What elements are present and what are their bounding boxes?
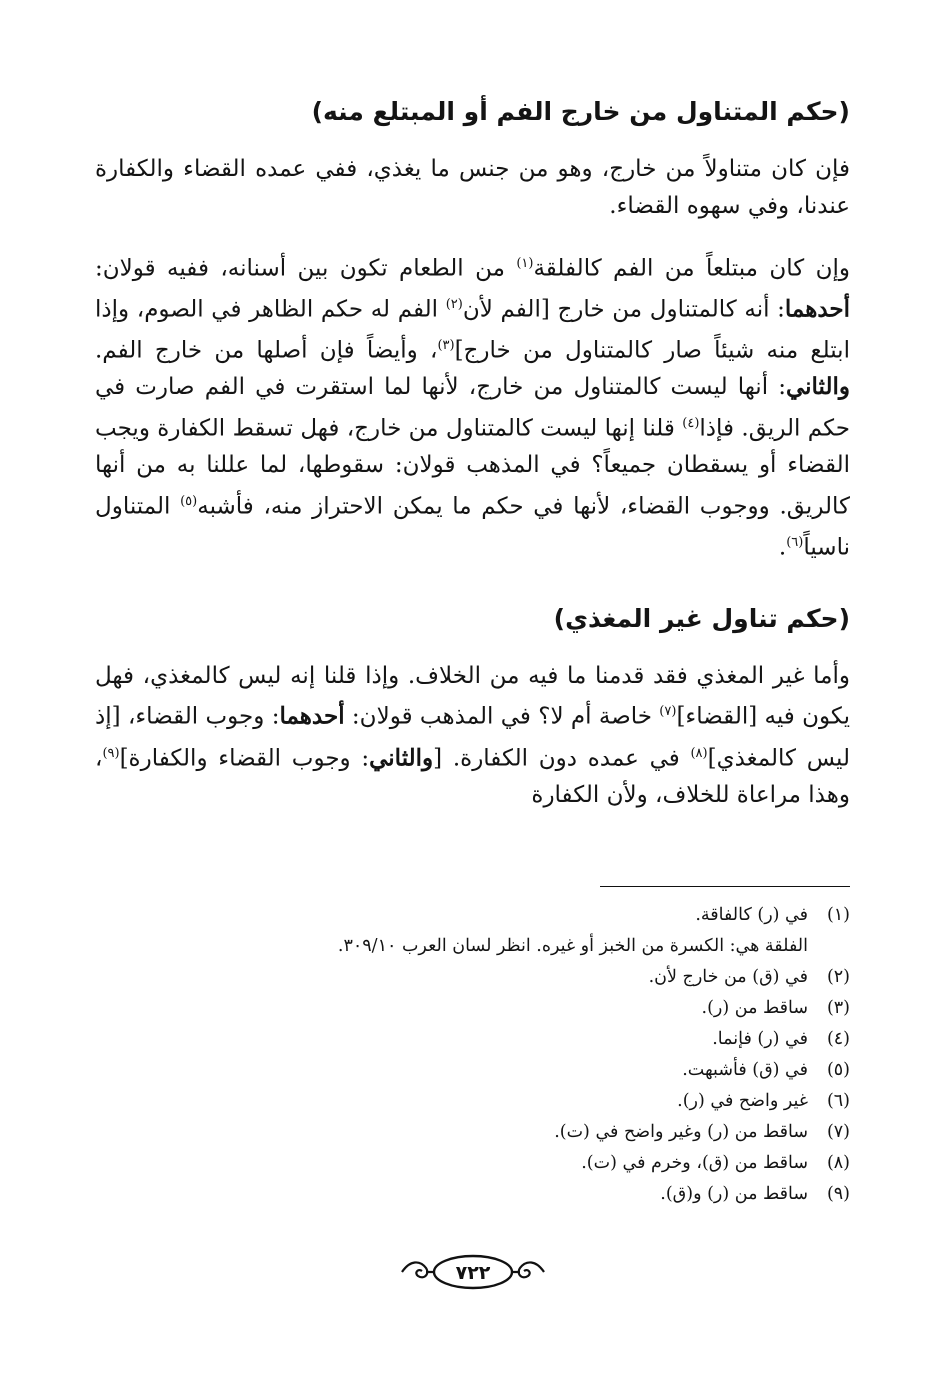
footnote-marker-1[interactable]: (١)	[516, 256, 534, 271]
footnote-marker-2[interactable]: (٢)	[445, 297, 463, 313]
footnote-2: (٢) في (ق) من خارج لأن.	[648, 967, 850, 987]
footnote-marker-7[interactable]: (٧)	[659, 704, 677, 720]
page-number-ornament	[398, 1252, 548, 1292]
footnote-marker-5[interactable]: (٥)	[180, 493, 198, 509]
section-heading-2: (حكم تناول غير المغذي)	[553, 603, 850, 633]
footnote-4: (٤) في (ر) فإنما.	[712, 1029, 850, 1049]
footnote-marker-4[interactable]: (٤)	[682, 415, 700, 431]
footnote-marker-6[interactable]: (٦)	[786, 534, 804, 550]
footnote-9: (٩) ساقط من (ر) و(ق).	[660, 1184, 850, 1204]
footnote-marker-8[interactable]: (٨)	[690, 745, 708, 761]
footnote-marker-3[interactable]: (٣)	[437, 338, 455, 354]
right-flourish-icon	[512, 1262, 544, 1277]
paragraph-3: وأما غير المغذي فقد قدمنا ما فيه من الخلاف. وإذا قلنا إنه ليس كالمغذي، فهل يكون فيه [القضاء]$^{(٧)}$ خاصة أم لا؟ في المذهب قولان: أحدهما: وجوب القضاء، [إذ ليس كالمغذي]$^{(٨)}$ في عمده دون الكفارة. [والثاني: وجوب القضاء والكفارة]$^{(٩)}$، وهذا مراعاة للخلاف، ولأن الكفارة	[95, 662, 851, 808]
footnote-marker-9[interactable]: (٩)	[102, 745, 120, 761]
footnote-1: (١) في (ر) كالفاقة.	[695, 905, 850, 925]
section-heading-1: (حكم المتناول من خارج الفم أو المبتلع منه)	[311, 97, 850, 126]
footnote-8: (٨) ساقط من (ق)، وخرم في (ت).	[581, 1153, 850, 1173]
left-flourish-icon	[402, 1262, 434, 1277]
page-number: ٧٢٢	[455, 1262, 491, 1284]
page-body	[95, 95, 850, 813]
footnote-divider	[600, 886, 850, 887]
footnote-3: (٣) ساقط من (ر).	[701, 998, 850, 1018]
footnote-1-continuation: الفلقة هي: الكسرة من الخبز أو غيره. انظر لسان العرب ٣٠٩/١٠.	[337, 936, 808, 956]
footnote-6: (٦) غير واضح في (ر).	[677, 1091, 850, 1111]
paragraph-1: فإن كان متناولاً من خارج، وهو من جنس ما يغذي، ففي عمده القضاء والكفارة عندنا، وفي سهوه القضاء.	[95, 156, 850, 219]
footnote-7: (٧) ساقط من (ر) وغير واضح في (ت).	[554, 1122, 850, 1142]
footnote-5: (٥) في (ق) فأشبهت.	[682, 1060, 850, 1080]
footnotes	[90, 900, 850, 1210]
paragraph-2: وإن كان مبتلعاً من الفم كالفلقة$^{(١)}$ من الطعام تكون بين أسنانه، ففيه قولان: أحدهما: أنه كالمتناول من خارج [الفم لأن$^{(٢)}$ الفم له حكم الظاهر في الصوم، وإذا ابتلع منه شيئاً صار كالمتناول من خارج]$^{(٣)}$، وأيضاً فإن أصلها من خارج الفم. والثاني: أنها ليست كالمتناول من خارج، لأنها لما استقرت في الفم صارت في حكم الريق. فإذا$^{(٤)}$ قلنا إنها ليست كالمتناول من خارج، فهل تسقط الكفارة ويجب القضاء أو يسقطان جميعاً؟ في المذهب قولان: سقوطها، لما عللنا به من أنها كالريق. ووجوب القضاء، لأنها في حكم ما يمكن الاحتراز منه، فأشبه$^{(٥)}$ المتناول ناسياً$^{(٦)}$.	[95, 255, 851, 561]
